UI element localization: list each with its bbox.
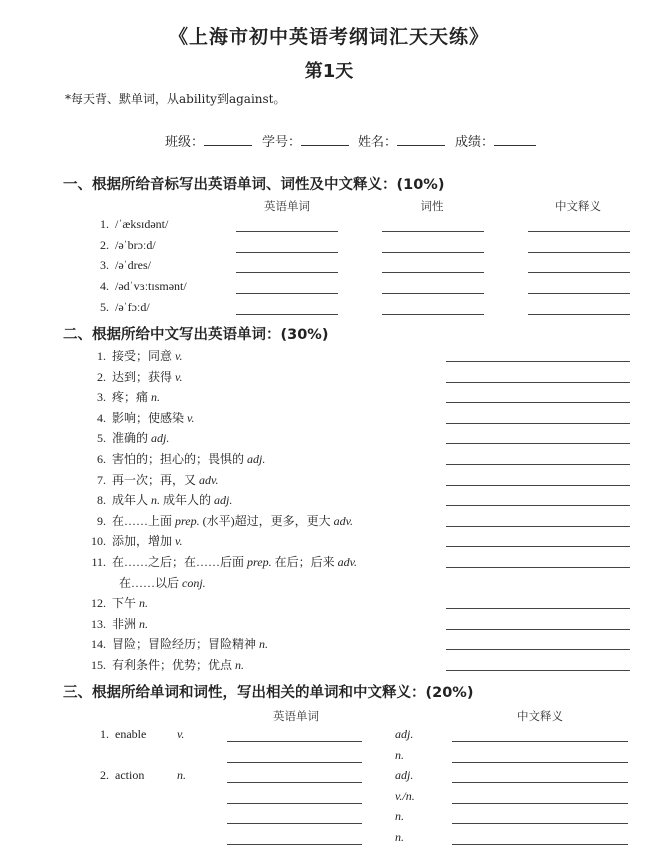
chinese-meaning: 非洲 <box>112 616 140 631</box>
document-title: 《上海市初中英语考纲词汇天天练》 <box>168 26 489 48</box>
chinese-meaning: 成年人的 <box>160 493 215 508</box>
vocab-item <box>86 471 218 488</box>
name-blank <box>397 133 445 146</box>
word-blank[interactable] <box>227 844 362 845</box>
vocab-item <box>86 532 182 549</box>
word-blank[interactable] <box>446 443 630 444</box>
meaning-blank[interactable] <box>528 272 630 273</box>
class-blank <box>204 133 252 146</box>
vocab-item <box>86 347 182 364</box>
part-of-speech: prep. <box>175 513 200 528</box>
given-pos: v. <box>177 727 185 741</box>
part-of-speech: v. <box>175 534 183 549</box>
word-blank[interactable] <box>236 231 338 232</box>
section3-col-word: 英语单词 <box>273 709 319 723</box>
class-field <box>165 131 252 150</box>
instruction-note: *每天背、默单词，从ability到against。 <box>65 92 286 106</box>
word-blank[interactable] <box>446 382 630 383</box>
word-blank[interactable] <box>236 252 338 253</box>
item-number: 2. <box>100 237 109 252</box>
target-pos: n. <box>395 747 404 762</box>
chinese-meaning: 冒险；冒险经历；冒险精神 <box>112 637 260 652</box>
word-blank[interactable] <box>446 629 630 630</box>
phonetic-item <box>89 217 168 232</box>
item-number: 14. <box>91 637 106 652</box>
word-text: enable <box>115 727 147 741</box>
vocab-item <box>86 656 244 673</box>
section3-col-meaning: 中文释义 <box>517 709 563 723</box>
phonetic-item <box>89 238 156 253</box>
meaning-blank[interactable] <box>452 803 628 804</box>
item-number: 8. <box>97 493 106 508</box>
chinese-meaning: 疼；痛 <box>112 390 152 405</box>
item-number: 2. <box>100 768 109 783</box>
word-text: action <box>115 768 145 783</box>
student-number-blank <box>301 133 349 146</box>
part-of-speech: n. <box>151 390 161 405</box>
word-blank[interactable] <box>227 823 362 824</box>
word-blank[interactable] <box>227 803 362 804</box>
item-number: 13. <box>91 616 106 631</box>
chinese-meaning: 在后；后来 <box>271 555 338 569</box>
chinese-meaning: 接受；同意 <box>112 349 176 363</box>
part-of-speech: adj. <box>247 452 266 466</box>
chinese-meaning: 再一次；再，又 <box>112 472 200 487</box>
chinese-meaning: 在……上面 <box>112 513 176 528</box>
score-blank <box>494 133 536 146</box>
section1-heading: 一、根据所给音标写出英语单词、词性及中文释义：(10%) <box>63 177 445 193</box>
item-number: 10. <box>91 534 106 549</box>
meaning-blank[interactable] <box>528 293 630 294</box>
word-blank[interactable] <box>446 546 630 547</box>
item-number: 5. <box>100 299 109 314</box>
part-of-speech: n. <box>139 596 149 611</box>
vocab-item <box>86 409 194 426</box>
item-number: 3. <box>97 390 106 405</box>
item-number: 4. <box>97 410 106 425</box>
target-pos: adj. <box>395 727 414 741</box>
meaning-blank[interactable] <box>452 762 628 763</box>
section1-col-word: 英语单词 <box>264 199 310 213</box>
item-number: 4. <box>100 279 109 294</box>
word-blank[interactable] <box>446 464 630 465</box>
chinese-meaning: 影响；使感染 <box>112 410 188 425</box>
part-of-speech: adj. <box>214 493 233 508</box>
meaning-blank[interactable] <box>452 741 628 742</box>
phonetic-text: /əˈdres/ <box>115 258 151 273</box>
given-word <box>89 768 144 783</box>
vocab-item <box>86 553 357 570</box>
meaning-blank[interactable] <box>452 782 628 783</box>
chinese-meaning: 在……以后 <box>119 575 183 590</box>
given-word <box>89 727 146 742</box>
word-blank[interactable] <box>236 272 338 273</box>
vocab-item <box>86 429 169 446</box>
word-blank[interactable] <box>446 670 630 671</box>
part-of-speech: conj. <box>182 575 206 590</box>
item-number: 1. <box>97 349 106 363</box>
item-number: 7. <box>97 472 106 487</box>
vocab-item <box>86 594 148 611</box>
part-of-speech: adv. <box>333 513 354 528</box>
pos-blank[interactable] <box>382 293 484 294</box>
item-number: 5. <box>97 431 106 446</box>
word-blank[interactable] <box>446 649 630 650</box>
given-pos: n. <box>177 768 186 783</box>
item-number: 1. <box>100 217 109 231</box>
item-number: 1. <box>100 727 109 741</box>
target-pos: adj. <box>395 768 414 783</box>
word-blank[interactable] <box>227 741 362 742</box>
chinese-meaning: 下午 <box>112 596 140 611</box>
word-blank[interactable] <box>446 505 630 506</box>
part-of-speech: n. <box>151 493 161 508</box>
day-heading: 第1天 <box>304 61 354 82</box>
word-blank[interactable] <box>446 361 630 362</box>
phonetic-text: /ədˈvɜːtɪsmənt/ <box>115 279 187 294</box>
vocab-item <box>86 368 182 385</box>
word-blank[interactable] <box>446 402 630 403</box>
phonetic-text: /əˈbrɔːd/ <box>115 237 156 252</box>
score-label: 成绩： <box>455 135 495 150</box>
word-blank[interactable] <box>227 762 362 763</box>
meaning-blank[interactable] <box>528 252 630 253</box>
meaning-blank[interactable] <box>528 231 630 232</box>
vocab-item-continued <box>119 574 206 591</box>
chinese-meaning: 有利条件；优势；优点 <box>112 658 236 672</box>
word-blank[interactable] <box>446 526 630 527</box>
target-pos: v./n. <box>395 788 415 803</box>
phonetic-item <box>89 279 187 294</box>
chinese-meaning: 达到；获得 <box>112 369 176 384</box>
word-blank[interactable] <box>446 567 630 568</box>
part-of-speech: n. <box>139 616 149 631</box>
item-number: 15. <box>91 658 106 672</box>
chinese-meaning: 成年人 <box>112 493 152 508</box>
item-number: 2. <box>97 369 106 384</box>
part-of-speech: n. <box>235 658 245 672</box>
vocab-item <box>86 388 160 405</box>
phonetic-text: /ˈæksɪdənt/ <box>115 217 169 231</box>
phonetic-text: /əˈfɔːd/ <box>115 299 150 314</box>
part-of-speech: v. <box>175 369 183 384</box>
part-of-speech: adv. <box>199 472 219 487</box>
pos-blank[interactable] <box>382 314 484 315</box>
part-of-speech: adv. <box>337 555 358 569</box>
chinese-meaning: 添加，增加 <box>112 534 176 549</box>
word-blank[interactable] <box>236 314 338 315</box>
vocab-item <box>86 512 353 529</box>
target-pos: n. <box>395 830 404 844</box>
part-of-speech: n. <box>259 637 269 652</box>
pos-blank[interactable] <box>382 272 484 273</box>
word-blank[interactable] <box>446 485 630 486</box>
vocab-item <box>86 450 265 467</box>
item-number: 12. <box>91 596 106 611</box>
word-blank[interactable] <box>227 782 362 783</box>
section2-heading: 二、根据所给中文写出英语单词：(30%) <box>63 327 329 343</box>
part-of-speech: prep. <box>247 555 272 569</box>
chinese-meaning: 害怕的；担心的；畏惧的 <box>112 452 248 466</box>
score-field <box>455 131 536 150</box>
phonetic-item <box>89 300 150 315</box>
item-number: 11. <box>91 555 106 569</box>
chinese-meaning: 在……之后；在……后面 <box>112 555 248 569</box>
part-of-speech: adj. <box>151 431 170 446</box>
student-number-label: 学号： <box>262 135 302 150</box>
chinese-meaning: 准确的 <box>112 431 152 446</box>
word-blank[interactable] <box>446 608 630 609</box>
item-number: 6. <box>97 452 106 466</box>
class-label: 班级： <box>165 135 205 150</box>
phonetic-item <box>89 258 151 273</box>
section3-heading: 三、根据所给单词和词性，写出相关的单词和中文释义：(20%) <box>63 685 474 701</box>
target-pos: n. <box>395 809 404 824</box>
item-number: 9. <box>97 513 106 528</box>
pos-blank[interactable] <box>382 231 484 232</box>
word-blank[interactable] <box>446 423 630 424</box>
vocab-item <box>86 491 232 508</box>
section1-col-pos: 词性 <box>420 199 444 213</box>
vocab-item <box>86 635 268 652</box>
student-number-field <box>262 131 349 150</box>
part-of-speech: v. <box>175 349 183 363</box>
section1-col-meaning: 中文释义 <box>555 199 601 213</box>
item-number: 3. <box>100 258 109 273</box>
name-label: 姓名： <box>358 135 398 150</box>
name-field <box>358 131 445 150</box>
part-of-speech: v. <box>187 410 195 425</box>
word-blank[interactable] <box>236 293 338 294</box>
meaning-blank[interactable] <box>528 314 630 315</box>
pos-blank[interactable] <box>382 252 484 253</box>
vocab-item <box>86 615 148 632</box>
meaning-blank[interactable] <box>452 844 628 845</box>
meaning-blank[interactable] <box>452 823 628 824</box>
chinese-meaning: (水平)超过，更多，更大 <box>199 513 334 528</box>
